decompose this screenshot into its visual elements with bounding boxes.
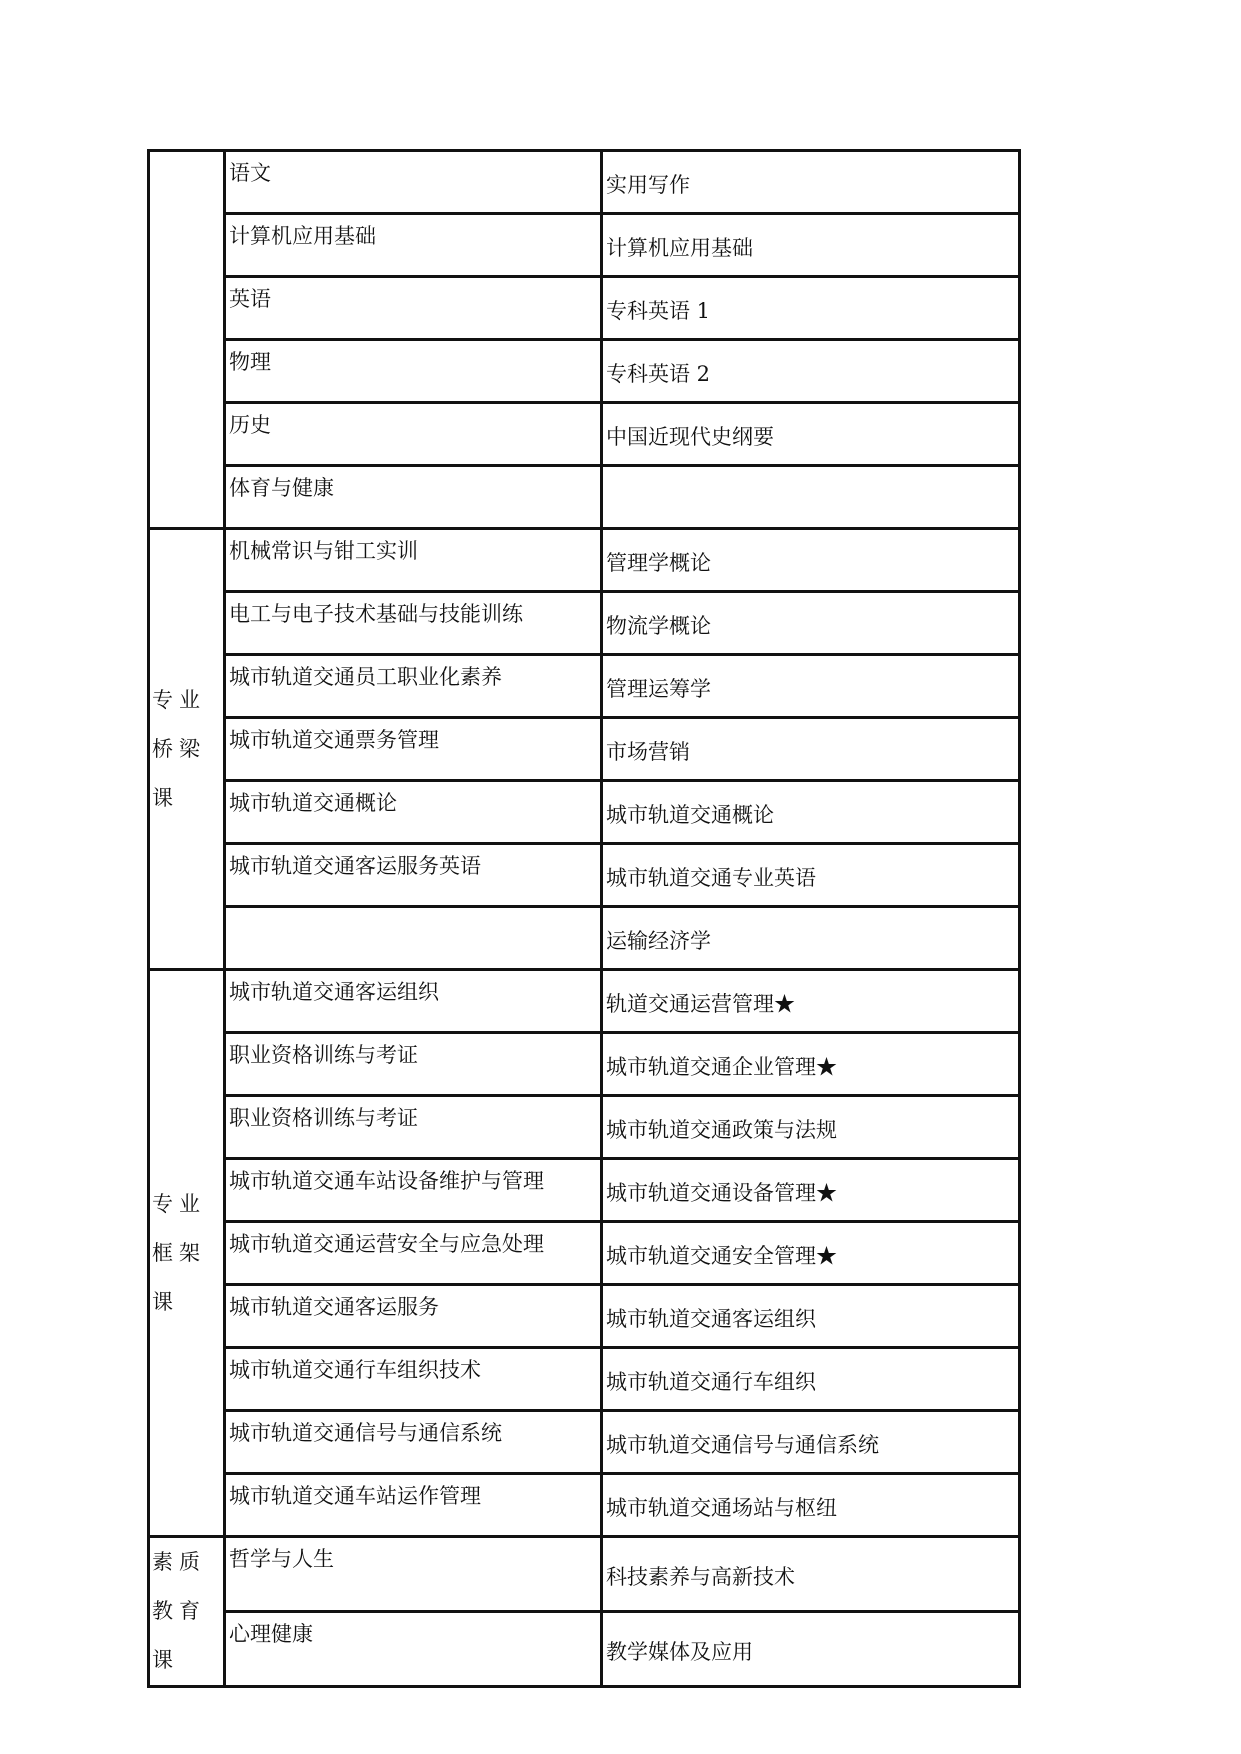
course-cell-right: [602, 466, 1020, 529]
course-cell-right: 城市轨道交通政策与法规: [602, 1096, 1020, 1159]
course-cell-left: 机械常识与钳工实训: [225, 529, 602, 592]
course-cell-right: 城市轨道交通企业管理★: [602, 1033, 1020, 1096]
course-cell-left: 英语: [225, 277, 602, 340]
table-row: [149, 1612, 1020, 1687]
category-cell: 专业桥梁课: [149, 529, 225, 970]
table-row: [149, 529, 1020, 592]
table-row: [149, 844, 1020, 907]
table-row: [149, 340, 1020, 403]
table-row: [149, 1033, 1020, 1096]
course-cell-left: 城市轨道交通信号与通信系统: [225, 1411, 602, 1474]
table-row: [149, 1222, 1020, 1285]
course-cell-right: 市场营销: [602, 718, 1020, 781]
table-row: [149, 970, 1020, 1033]
course-cell-left: 城市轨道交通票务管理: [225, 718, 602, 781]
table-row: [149, 466, 1020, 529]
course-cell-left: 体育与健康: [225, 466, 602, 529]
course-cell-right: 城市轨道交通行车组织: [602, 1348, 1020, 1411]
course-cell-left: 职业资格训练与考证: [225, 1033, 602, 1096]
course-cell-left: 城市轨道交通客运服务: [225, 1285, 602, 1348]
table-row: [149, 1411, 1020, 1474]
course-cell-right: 城市轨道交通信号与通信系统: [602, 1411, 1020, 1474]
table-row: [149, 214, 1020, 277]
course-cell-right: 城市轨道交通场站与枢纽: [602, 1474, 1020, 1537]
table-row: [149, 655, 1020, 718]
course-cell-right: 城市轨道交通安全管理★: [602, 1222, 1020, 1285]
table-row: [149, 1474, 1020, 1537]
course-cell-right: 城市轨道交通概论: [602, 781, 1020, 844]
table-row: [149, 592, 1020, 655]
course-cell-right: 计算机应用基础: [602, 214, 1020, 277]
course-cell-left: [225, 907, 602, 970]
curriculum-table-body: [149, 151, 1020, 1687]
course-cell-right: 专科英语 1: [602, 277, 1020, 340]
course-cell-left: 哲学与人生: [225, 1537, 602, 1612]
course-cell-left: 城市轨道交通客运组织: [225, 970, 602, 1033]
course-cell-right: 中国近现代史纲要: [602, 403, 1020, 466]
curriculum-table: [147, 149, 1021, 1688]
table-row: [149, 1348, 1020, 1411]
course-cell-right: 物流学概论: [602, 592, 1020, 655]
category-cell: [149, 151, 225, 529]
course-cell-right: 专科英语 2: [602, 340, 1020, 403]
course-cell-left: 语文: [225, 151, 602, 214]
course-cell-left: 历史: [225, 403, 602, 466]
course-cell-left: 城市轨道交通运营安全与应急处理: [225, 1222, 602, 1285]
course-cell-right: 城市轨道交通专业英语: [602, 844, 1020, 907]
course-cell-left: 电工与电子技术基础与技能训练: [225, 592, 602, 655]
course-cell-left: 城市轨道交通概论: [225, 781, 602, 844]
course-cell-right: 管理运筹学: [602, 655, 1020, 718]
course-cell-left: 计算机应用基础: [225, 214, 602, 277]
table-row: [149, 151, 1020, 214]
course-cell-left: 物理: [225, 340, 602, 403]
category-cell: 专业框架课: [149, 970, 225, 1537]
table-row: [149, 907, 1020, 970]
course-cell-left: 心理健康: [225, 1612, 602, 1687]
course-cell-right: 运输经济学: [602, 907, 1020, 970]
table-row: [149, 277, 1020, 340]
course-cell-right: 实用写作: [602, 151, 1020, 214]
table-row: [149, 1096, 1020, 1159]
table-row: [149, 1285, 1020, 1348]
course-cell-right: 城市轨道交通设备管理★: [602, 1159, 1020, 1222]
course-cell-left: 城市轨道交通员工职业化素养: [225, 655, 602, 718]
table-row: [149, 781, 1020, 844]
course-cell-left: 城市轨道交通车站运作管理: [225, 1474, 602, 1537]
course-cell-left: 城市轨道交通客运服务英语: [225, 844, 602, 907]
category-cell: 素质教育课: [149, 1537, 225, 1687]
table-row: [149, 403, 1020, 466]
table-row: [149, 1537, 1020, 1612]
course-cell-right: 管理学概论: [602, 529, 1020, 592]
course-cell-right: 轨道交通运营管理★: [602, 970, 1020, 1033]
table-row: [149, 1159, 1020, 1222]
course-cell-right: 科技素养与高新技术: [602, 1537, 1020, 1612]
course-cell-right: 教学媒体及应用: [602, 1612, 1020, 1687]
course-cell-left: 城市轨道交通车站设备维护与管理: [225, 1159, 602, 1222]
table-row: [149, 718, 1020, 781]
course-cell-left: 城市轨道交通行车组织技术: [225, 1348, 602, 1411]
course-cell-left: 职业资格训练与考证: [225, 1096, 602, 1159]
course-cell-right: 城市轨道交通客运组织: [602, 1285, 1020, 1348]
